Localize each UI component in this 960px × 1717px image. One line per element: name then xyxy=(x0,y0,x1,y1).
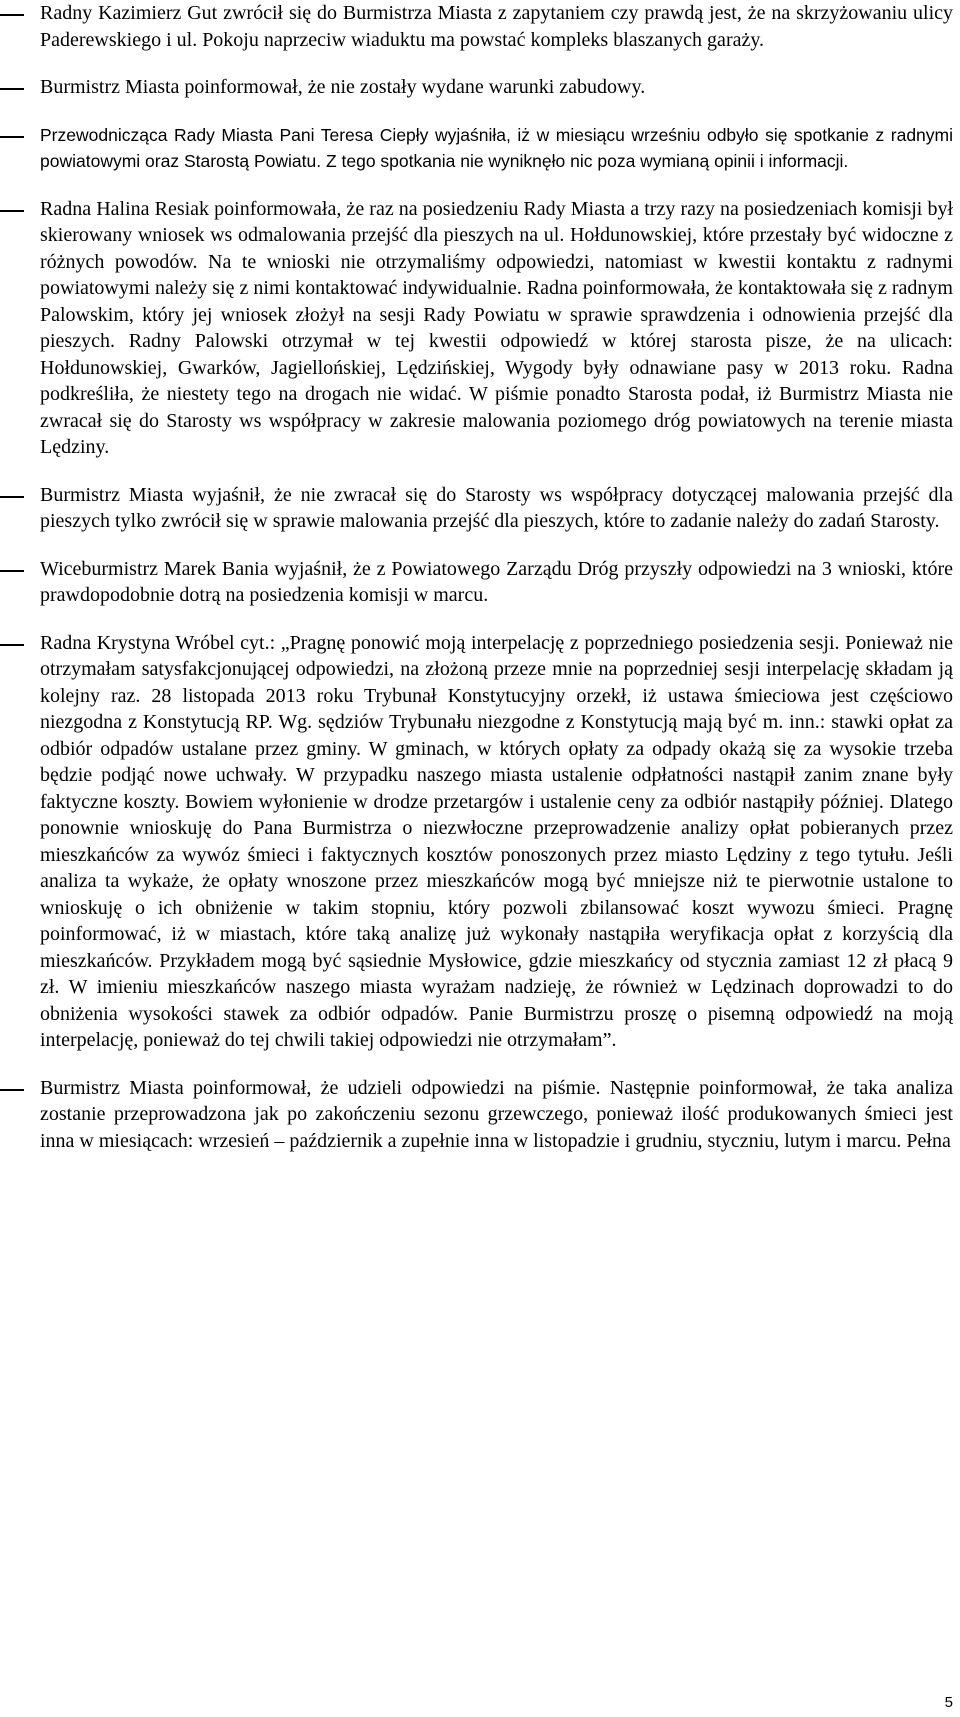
list-item xyxy=(0,556,960,609)
list-item xyxy=(0,630,960,1054)
dash-bullet-icon xyxy=(0,136,24,138)
dash-bullet-icon xyxy=(0,14,24,16)
list-item xyxy=(0,74,960,101)
paragraph-text: Burmistrz Miasta poinformował, że udzieli odpowiedzi na piśmie. Następnie poinformował, że taka analiza zostanie przeprowadzona jak po zakończeniu sezonu grzewczego, ponieważ ilość produkowanych śmieci jest inna w miesiącach: wrzesień – październik a zupełnie inna w listopadzie i grudniu, styczniu, lutym i marcu. Pełna xyxy=(40,1076,953,1152)
dash-bullet-icon xyxy=(0,570,24,572)
page-number: 5 xyxy=(944,1694,953,1711)
dash-bullet-icon xyxy=(0,644,24,646)
list-item xyxy=(0,0,960,53)
paragraph-text: Radny Kazimierz Gut zwrócił się do Burmistrza Miasta z zapytaniem czy prawdą jest, że na skrzyżowaniu ulicy Paderewskiego i ul. Pokoju naprzeciw wiaduktu ma powstać kompleks blaszanych garaży. xyxy=(40,2,953,51)
dash-bullet-icon xyxy=(0,496,24,498)
paragraph-text: Radna Krystyna Wróbel cyt.: „Pragnę ponowić moją interpelację z poprzedniego posiedzenia sesji. Ponieważ nie otrzymałam satysfakcjonującej odpowiedzi, na złożoną przeze mnie na poprzedniej sesji interpelację składam ją kolejny raz. 28 listopada 2013 roku Trybunał Konstytucyjny orzekł, iż ustawa śmieciowa jest częściowo niezgodna z Konstytucją RP. Wg. sędziów Trybunału niezgodne z Konstytucją mają być m. inn.: stawki opłat za odbiór odpadów ustalane przez gminy. W gminach, w których opłaty za odpady okażą się za wysokie trzeba będzie podjąć nowe uchwały. W przypadku naszego miasta ustalenie odpłatności nastąpił zanim znane były faktyczne koszty. Bowiem wyłonienie w drodze przetargów i ustalenie ceny za odbiór nastąpiły później. Dlatego ponownie wnioskuję do Pana Burmistrza o niezwłoczne przeprowadzenie analizy opłat pobieranych przez mieszkańców za wywóz śmieci i faktycznych kosztów ponoszonych przez miasto Lędziny z tego tytułu. Jeśli analiza ta wykaże, że opłaty wnoszone przez mieszkańców mogą być mniejsze niż te pierwotnie ustalone to wnioskuję o ich obniżenie w takim stopniu, który pozwoli zbilansować koszt wywozu śmieci. Pragnę poinformować, iż w miastach, które taką analizę już wykonały nastąpiła weryfikacja opłat z korzyścią dla mieszkańców. Przykładem mogą być sąsiednie Mysłowice, gdzie mieszkańcy od stycznia zamiast 12 zł płacą 9 zł. W imieniu mieszkańców naszego miasta wyrażam nadzieję, że również w Lędzinach doprowadzi to do obniżenia wysokości stawek za odbiór odpadów. Panie Burmistrzu proszę o pisemną odpowiedź na moją interpelację, ponieważ do tej chwili takiej odpowiedzi nie otrzymałam”. xyxy=(40,631,953,1051)
list-item xyxy=(0,196,960,461)
dash-bullet-icon xyxy=(0,88,24,90)
paragraph-text: Przewodnicząca Rady Miasta Pani Teresa Ciepły wyjaśniła, iż w miesiącu wrześniu odbyło się spotkanie z radnymi powiatowymi oraz Starostą Powiatu. Z tego spotkania nie wyniknęło nic poza wymianą opinii i informacji. xyxy=(40,124,953,171)
paragraph-text: Burmistrz Miasta wyjaśnił, że nie zwracał się do Starosty ws współpracy dotyczącej malowania przejść dla pieszych tylko zwrócił się w sprawie malowania przejść dla pieszych, które to zadanie należy do zadań Starosty. xyxy=(40,483,953,532)
paragraph-text: Burmistrz Miasta poinformował, że nie zostały wydane warunki zabudowy. xyxy=(40,76,646,98)
dash-bullet-icon xyxy=(0,210,24,212)
list-item xyxy=(0,482,960,535)
paragraph-text: Radna Halina Resiak poinformowała, że raz na posiedzeniu Rady Miasta a trzy razy na posiedzeniach komisji był skierowany wniosek ws odmalowania przejść dla pieszych na ul. Hołdunowskiej, które przestały być widoczne z różnych powodów. Na te wnioski nie otrzymaliśmy odpowiedzi, natomiast w kwestii kontaktu z radnymi powiatowymi należy się z nimi kontaktować indywidualnie. Radna poinformowała, że kontaktowała się z radnym Palowskim, który jej wniosek złożył na sesji Rady Powiatu w sprawie sprawdzenia i odnowienia przejść dla pieszych. Radny Palowski otrzymał w tej kwestii odpowiedź w której starosta pisze, że na ulicach: Hołdunowskiej, Gwarków, Jagiellońskiej, Lędzińskiej, Wygody były odnawiane pasy w 2013 roku. Radna podkreśliła, że niestety tego na drogach nie widać. W piśmie ponadto Starosta podał, iż Burmistrz Miasta nie zwracał się do Starosty ws współpracy w zakresie malowania poziomego dróg powiatowych na terenie miasta Lędziny. xyxy=(40,197,953,458)
list-item xyxy=(0,1075,960,1155)
list-item xyxy=(0,122,960,175)
paragraph-text: Wiceburmistrz Marek Bania wyjaśnił, że z Powiatowego Zarządu Dróg przyszły odpowiedzi na 3 wnioski, które prawdopodobnie dotrą na posiedzenia komisji w marcu. xyxy=(40,557,953,606)
dash-bullet-icon xyxy=(0,1089,24,1091)
